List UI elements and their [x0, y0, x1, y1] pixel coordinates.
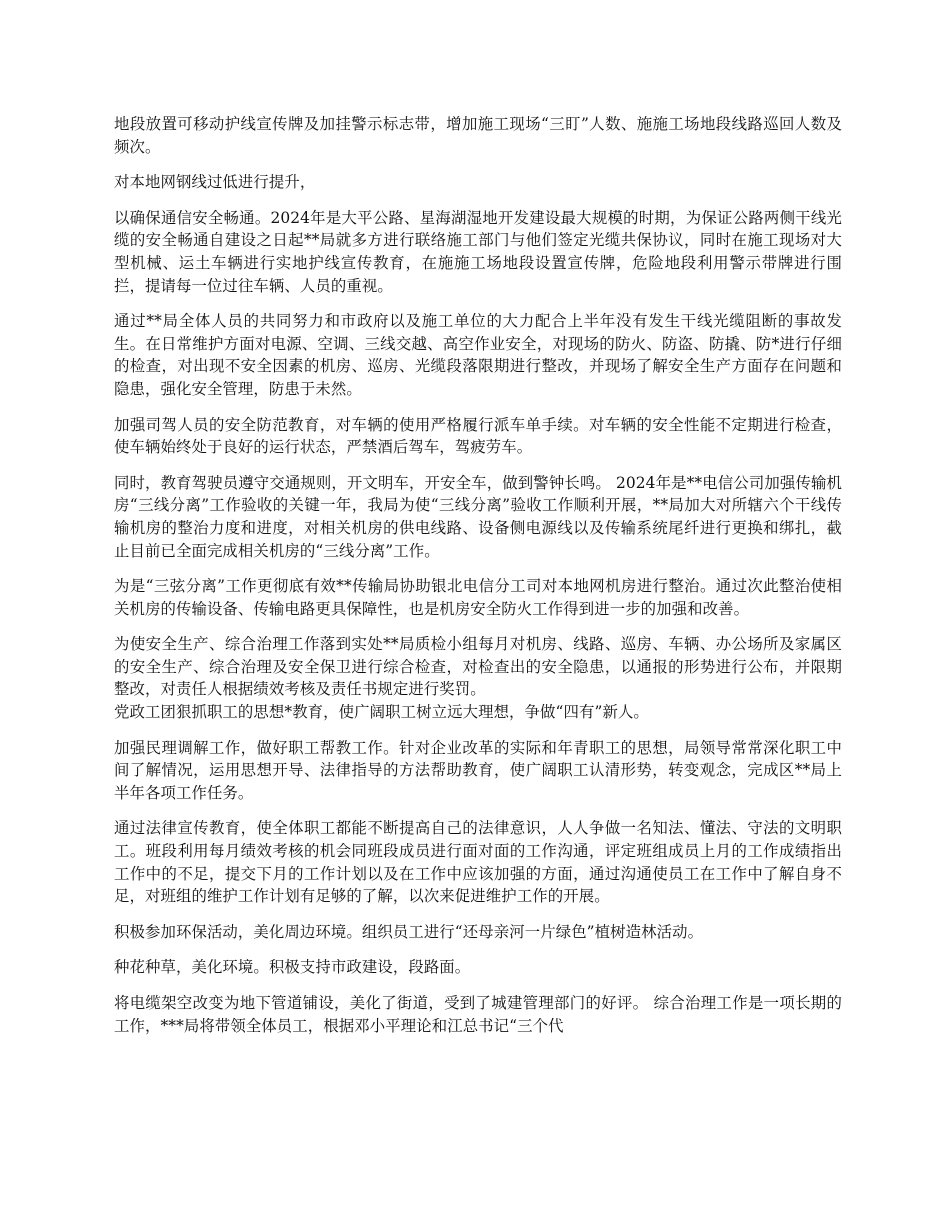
paragraph-6: 同时，教育驾驶员遵守交通规则，开文明车，开安全车，做到警钟长鸣。 2024年是**电信公司加强传输机房“三线分离”工作验收的关键一年，我局为使“三线分离”验收工作顺利开展，**局加大对所辖六个干线传输机房的整治力度和进度，对相关机房的供电线路、设备侧电源线以及传输系统尾纤进行更换和绑扎，截止目前已全面完成相关机房的“三线分离”工作。	[114, 473, 842, 560]
paragraph-5: 加强司驾人员的安全防范教育，对车辆的使用严格履行派车单手续。对车辆的安全性能不定期进行检查，使车辆始终处于良好的运行状态，严禁酒后驾车，驾疲劳车。	[114, 415, 842, 457]
paragraph-3: 以确保通信安全畅通。2024年是大平公路、星海湖湿地开发建设最大规模的时期，为保证公路两侧干线光缆的安全畅通自建设之日起**局就多方进行联络施工部门与他们签定光缆共保协议，同时在施工现场对大型机械、运土车辆进行实地护线宣传教育，在施施工场地段设置宣传牌，危险地段利用警示带牌进行围拦，提请每一位过往车辆、人员的重视。	[114, 208, 842, 295]
paragraph-10: 加强民理调解工作，做好职工帮教工作。针对企业改革的实际和年青职工的思想，局领导常常深化职工中间了解情况，运用思想开导、法律指导的方法帮助教育，使广阔职工认清形势，转变观念，完成区**局上半年各项工作任务。	[114, 738, 842, 802]
paragraph-13: 种花种草，美化环境。积极支持市政建设，段路面。	[114, 958, 471, 977]
paragraph-11: 通过法律宣传教育，使全体职工都能不断提高自己的法律意识，人人争做一名知法、懂法、守法的文明职工。班段利用每月绩效考核的机会同班段成员进行面对面的工作沟通，评定班组成员上月的工作成绩指出工作中的不足，提交下月的工作计划以及在工作中应该加强的方面，通过沟通使员工在工作中了解自身不足，对班组的维护工作计划有足够的了解，以次来促进维护工作的开展。	[114, 819, 842, 906]
paragraph-14: 将电缆架空改变为地下管道铺设，美化了街道，受到了城建管理部门的好评。 综合治理工作是一项长期的工作，***局将带领全体员工，根据邓小平理论和江总书记“三个代	[114, 994, 842, 1035]
paragraph-8: 为使安全生产、综合治理工作落到实处**局质检小组每月对机房、线路、巡房、车辆、办公场所及家属区的安全生产、综合治理及安全保卫进行综合检查，对检查出的安全隐患，以通报的形势进行公布，并限期整改，对责任人根据绩效考核及责任书规定进行奖罚。	[114, 635, 842, 699]
paragraph-9: 党政工团狠抓职工的思想*教育，使广阔职工树立远大理想，争做“四有”新人。	[114, 703, 649, 722]
paragraph-7: 为是“三弦分离”工作更彻底有效**传输局协助银北电信分工司对本地网机房进行整治。通过次此整治使相关机房的传输设备、传输电路更具保障性，也是机房安全防火工作得到进一步的加强和改善。	[114, 577, 842, 618]
paragraph-1: 地段放置可移动护线宣传牌及加挂警示标志带，增加施工现场“三盯”人数、施施工场地段线路巡回人数及频次。	[114, 115, 842, 156]
paragraph-4: 通过**局全体人员的共同努力和市政府以及施工单位的大力配合上半年没有发生干线光缆阻断的事故发生。在日常维护方面对电源、空调、三线交越、高空作业安全，对现场的防火、防盗、防撬、防*进行仔细的检查，对出现不安全因素的机房、巡房、光缆段落限期进行整改，并现场了解安全生产方面存在问题和隐患，强化安全管理，防患于未然。	[114, 312, 842, 398]
document-page	[114, 113, 842, 1050]
paragraph-2: 对本地网钢线过低进行提升，	[114, 173, 316, 192]
paragraph-12: 积极参加环保活动，美化周边环境。组织员工进行“还母亲河一片绿色”植树造林活动。	[114, 922, 704, 941]
